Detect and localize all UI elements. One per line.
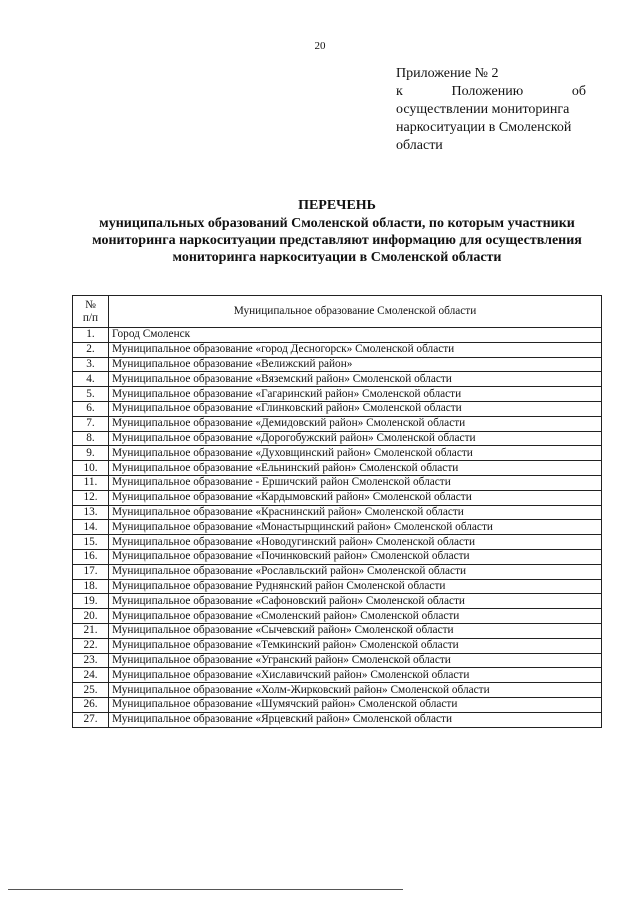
table-row: [73, 535, 602, 550]
title-heading: ПЕРЕЧЕНЬ: [298, 198, 376, 213]
row-number: 10.: [73, 461, 109, 476]
row-number: 2.: [73, 342, 109, 357]
document-title: [72, 197, 602, 266]
municipality-name: Муниципальное образование «Новодугинский район» Смоленской области: [109, 535, 602, 550]
municipality-name: Муниципальное образование «Кардымовский район» Смоленской области: [109, 490, 602, 505]
column-header-name: Муниципальное образование Смоленской области: [109, 296, 602, 328]
row-number: 3.: [73, 357, 109, 372]
table-row: [73, 357, 602, 372]
municipality-name: Муниципальное образование «Краснинский район» Смоленской области: [109, 505, 602, 520]
column-header-number-line1: №: [85, 298, 96, 311]
municipality-name: Муниципальное образование «Сычевский район» Смоленской области: [109, 623, 602, 638]
row-number: 21.: [73, 623, 109, 638]
row-number: 23.: [73, 653, 109, 668]
row-number: 15.: [73, 535, 109, 550]
row-number: 26.: [73, 697, 109, 712]
municipality-name: Муниципальное образование «Ельнинский район» Смоленской области: [109, 461, 602, 476]
municipality-name: Муниципальное образование «Глинковский район» Смоленской области: [109, 401, 602, 416]
row-number: 8.: [73, 431, 109, 446]
appendix-note: [396, 65, 586, 155]
page-number: 20: [314, 40, 326, 52]
table-row: [73, 372, 602, 387]
table-row: [73, 342, 602, 357]
municipality-table: [72, 295, 602, 728]
municipality-name: Муниципальное образование «Гагаринский район» Смоленской области: [109, 387, 602, 402]
table-row: [73, 549, 602, 564]
column-header-number-line2: п/п: [82, 311, 99, 324]
appendix-line: области: [396, 138, 443, 153]
title-line: мониторинга наркоситуации представляют информацию для осуществления: [92, 233, 582, 248]
municipality-name: Муниципальное образование «город Десногорск» Смоленской области: [109, 342, 602, 357]
municipality-name: Муниципальное образование «Угранский район» Смоленской области: [109, 653, 602, 668]
table-row: [73, 461, 602, 476]
row-number: 25.: [73, 683, 109, 698]
table-row: [73, 446, 602, 461]
municipality-name: Муниципальное образование «Вяземский район» Смоленской области: [109, 372, 602, 387]
table-row: [73, 683, 602, 698]
table-row: [73, 328, 602, 343]
appendix-line: осуществлении мониторинга: [396, 102, 570, 117]
column-header-number: [73, 296, 109, 328]
row-number: 19.: [73, 594, 109, 609]
municipality-name: Муниципальное образование «Велижский район»: [109, 357, 602, 372]
row-number: 4.: [73, 372, 109, 387]
table-row: [73, 579, 602, 594]
table-row: [73, 638, 602, 653]
row-number: 9.: [73, 446, 109, 461]
municipality-name: Муниципальное образование Руднянский район Смоленской области: [109, 579, 602, 594]
table-row: [73, 564, 602, 579]
municipality-name: Муниципальное образование «Монастырщинский район» Смоленской области: [109, 520, 602, 535]
row-number: 12.: [73, 490, 109, 505]
table-row: [73, 416, 602, 431]
municipality-name: Муниципальное образование «Сафоновский район» Смоленской области: [109, 594, 602, 609]
municipality-name: Муниципальное образование «Холм-Жирковский район» Смоленской области: [109, 683, 602, 698]
municipality-name: Муниципальное образование «Шумячский район» Смоленской области: [109, 697, 602, 712]
municipality-name: Муниципальное образование - Ершичский район Смоленской области: [109, 475, 602, 490]
municipality-name: Муниципальное образование «Хиславичский район» Смоленской области: [109, 668, 602, 683]
title-line: мониторинга наркоситуации в Смоленской области: [172, 250, 502, 265]
row-number: 1.: [73, 328, 109, 343]
table-row: [73, 431, 602, 446]
table-row: [73, 697, 602, 712]
row-number: 14.: [73, 520, 109, 535]
row-number: 20.: [73, 609, 109, 624]
municipality-name: Муниципальное образование «Ярцевский район» Смоленской области: [109, 712, 602, 727]
footer-divider: [8, 889, 403, 890]
table-row: [73, 668, 602, 683]
row-number: 24.: [73, 668, 109, 683]
table-row: [73, 609, 602, 624]
municipality-name: Муниципальное образование «Смоленский район» Смоленской области: [109, 609, 602, 624]
appendix-line: Приложение № 2: [396, 66, 499, 81]
municipality-name: Муниципальное образование «Починковский район» Смоленской области: [109, 549, 602, 564]
municipality-name: Муниципальное образование «Темкинский район» Смоленской области: [109, 638, 602, 653]
row-number: 22.: [73, 638, 109, 653]
row-number: 13.: [73, 505, 109, 520]
row-number: 16.: [73, 549, 109, 564]
row-number: 6.: [73, 401, 109, 416]
table-row: [73, 653, 602, 668]
municipality-name: Муниципальное образование «Дорогобужский район» Смоленской области: [109, 431, 602, 446]
municipality-name: Муниципальное образование «Духовщинский район» Смоленской области: [109, 446, 602, 461]
table-body: [73, 328, 602, 728]
row-number: 11.: [73, 475, 109, 490]
row-number: 5.: [73, 387, 109, 402]
table-row: [73, 623, 602, 638]
municipality-name: Муниципальное образование «Демидовский район» Смоленской области: [109, 416, 602, 431]
table-row: [73, 475, 602, 490]
row-number: 7.: [73, 416, 109, 431]
table-header-row: [73, 296, 602, 328]
table-row: [73, 505, 602, 520]
table-row: [73, 387, 602, 402]
table-row: [73, 594, 602, 609]
row-number: 17.: [73, 564, 109, 579]
table-row: [73, 520, 602, 535]
table-row: [73, 712, 602, 727]
row-number: 18.: [73, 579, 109, 594]
appendix-line: к Положению об: [396, 84, 586, 99]
municipality-name: Город Смоленск: [109, 328, 602, 343]
title-line: муниципальных образований Смоленской области, по которым участники: [99, 216, 575, 231]
row-number: 27.: [73, 712, 109, 727]
appendix-line: наркоситуации в Смоленской: [396, 120, 572, 135]
table-row: [73, 401, 602, 416]
table-row: [73, 490, 602, 505]
municipality-name: Муниципальное образование «Рославльский район» Смоленской области: [109, 564, 602, 579]
